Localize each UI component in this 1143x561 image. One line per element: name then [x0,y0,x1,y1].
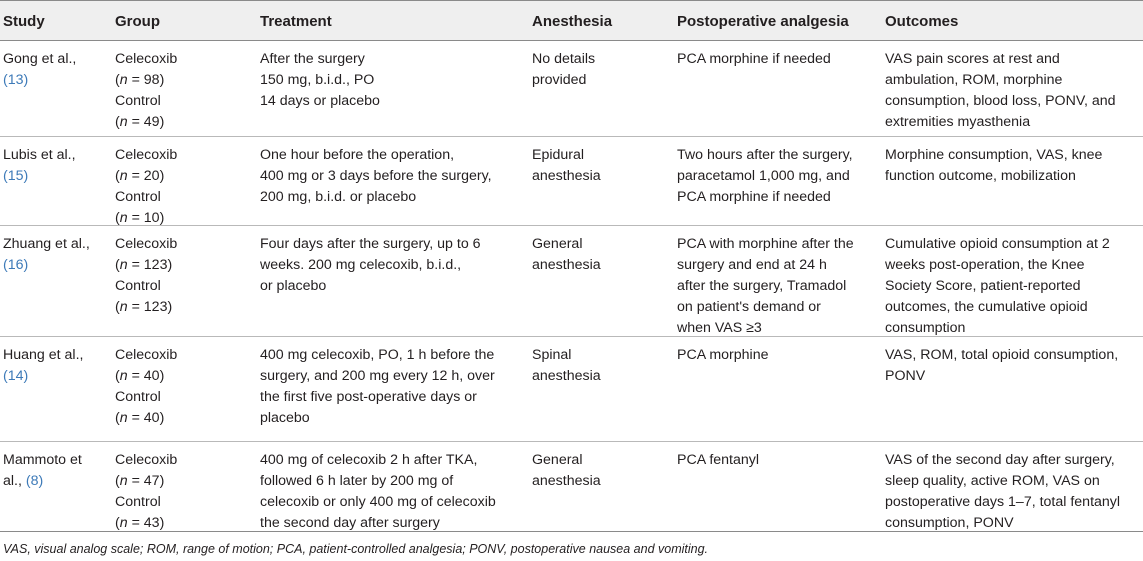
cell-line: 14 days or placebo [260,93,380,109]
cell-line: Epidural [532,147,585,163]
cell-group [115,450,255,534]
cell-anesthesia [532,450,672,492]
cell-line: Four days after the surgery, up to 6 [260,236,481,252]
cell-line: Two hours after the surgery, [677,147,853,163]
cell-line: One hour before the operation, [260,147,455,163]
cell-line: extremities myasthenia [885,114,1031,130]
cell-treatment [260,49,528,112]
cell-line: 150 mg, b.i.d., PO [260,72,375,88]
cell-line: function outcome, mobilization [885,168,1076,184]
header-anesthesia: Anesthesia [532,13,613,30]
cell-line: anesthesia [532,168,601,184]
cell-line: consumption [885,320,966,336]
cell-line: (15) [3,168,29,184]
cell-anesthesia [532,234,672,276]
cell-line: weeks post-operation, the Knee [885,257,1085,273]
cell-line: provided [532,72,587,88]
header-study: Study [3,13,45,30]
table-bottom-rule [0,531,1143,532]
table-row [0,41,1143,137]
cell-group [115,234,255,318]
cell-line: 400 mg celecoxib, PO, 1 h before the [260,347,495,363]
cell-line: Control [115,278,161,294]
cell-anesthesia [532,345,672,387]
cell-line: Celecoxib [115,347,178,363]
table-row [0,442,1143,536]
cell-line: VAS, ROM, total opioid consumption, [885,347,1119,363]
cell-line: Zhuang et al., [3,236,90,252]
cell-anesthesia [532,145,672,187]
cell-treatment [260,345,528,429]
cell-line: Gong et al., [3,51,77,67]
cell-line: anesthesia [532,368,601,384]
cell-study [3,450,111,492]
cell-line: surgery, and 200 mg every 12 h, over [260,368,495,384]
cell-line: al., (8) [3,473,44,489]
cell-line: Spinal [532,347,572,363]
cell-line: (16) [3,257,29,273]
cell-line: (n = 123) [115,257,173,273]
header-postoperative-analgesia: Postoperative analgesia [677,13,849,30]
cell-outcomes [885,345,1140,387]
cell-line: VAS of the second day after surgery, [885,452,1115,468]
cell-line: (n = 49) [115,114,165,130]
cell-line: Celecoxib [115,452,178,468]
cell-line: Huang et al., [3,347,84,363]
cell-line: (13) [3,72,29,88]
cell-line: (n = 10) [115,210,165,226]
cell-line: consumption, PONV [885,515,1014,531]
cell-line: Control [115,189,161,205]
cell-postoperative-analgesia [677,345,882,366]
cell-line: celecoxib or only 400 mg of celecoxib [260,494,496,510]
cell-line: weeks. 200 mg celecoxib, b.i.d., [260,257,462,273]
cell-line: Lubis et al., [3,147,76,163]
cell-treatment [260,234,528,297]
cell-line: PCA fentanyl [677,452,760,468]
cell-line: (n = 47) [115,473,165,489]
cell-line: Control [115,93,161,109]
cell-line: After the surgery [260,51,365,67]
cell-line: the second day after surgery [260,515,440,531]
cell-line: ambulation, ROM, morphine [885,72,1063,88]
cell-outcomes [885,450,1140,534]
cell-line: (n = 43) [115,515,165,531]
table-row [0,226,1143,337]
cell-study [3,345,111,387]
cell-line: 400 mg or 3 days before the surgery, [260,168,492,184]
cell-outcomes [885,234,1140,339]
cell-treatment [260,145,528,208]
header-group: Group [115,13,160,30]
cell-line: (n = 123) [115,299,173,315]
cell-line: followed 6 h later by 200 mg of [260,473,454,489]
cell-line: General [532,236,583,252]
cell-line: paracetamol 1,000 mg, and [677,168,850,184]
cell-outcomes [885,49,1140,133]
cell-study [3,145,111,187]
cell-line: Celecoxib [115,51,178,67]
cell-line: 200 mg, b.i.d. or placebo [260,189,417,205]
cell-line: anesthesia [532,473,601,489]
cell-line: General [532,452,583,468]
cell-line: on patient's demand or [677,299,821,315]
cell-group [115,145,255,229]
table-row [0,137,1143,226]
cell-line: (n = 98) [115,72,165,88]
cell-outcomes [885,145,1140,187]
cell-line: anesthesia [532,257,601,273]
cell-study [3,234,111,276]
cell-postoperative-analgesia [677,450,882,471]
table-footnote: VAS, visual analog scale; ROM, range of motion; PCA, patient-controlled analgesia; PONV, postoperative nausea and vomiting. [3,542,709,556]
cell-line: Mammoto et [3,452,82,468]
cell-postoperative-analgesia [677,49,882,70]
cell-group [115,345,255,429]
cell-line: after the surgery, Tramadol [677,278,847,294]
cell-line: outcomes, the cumulative opioid [885,299,1088,315]
cell-line: Morphine consumption, VAS, knee [885,147,1103,163]
cell-line: the first five post-operative days or [260,389,477,405]
cell-line: Celecoxib [115,236,178,252]
cell-line: placebo [260,410,310,426]
cell-line: (n = 20) [115,168,165,184]
cell-line: PCA with morphine after the [677,236,854,252]
cell-line: Celecoxib [115,147,178,163]
cell-line: 400 mg of celecoxib 2 h after TKA, [260,452,478,468]
cell-line: Control [115,494,161,510]
cell-line: Control [115,389,161,405]
cell-line: No details [532,51,596,67]
cell-line: PONV [885,368,926,384]
cell-line: (14) [3,368,29,384]
cell-line: or placebo [260,278,327,294]
cell-line: sleep quality, active ROM, VAS on [885,473,1100,489]
cell-line: postoperative days 1–7, total fentanyl [885,494,1121,510]
header-treatment: Treatment [260,13,332,30]
cell-line: Society Score, patient-reported [885,278,1081,294]
cell-line: (n = 40) [115,368,165,384]
cell-line: Cumulative opioid consumption at 2 [885,236,1110,252]
cell-anesthesia [532,49,672,91]
cell-study [3,49,111,91]
table-row [0,337,1143,442]
cell-line: PCA morphine if needed [677,51,831,67]
cell-line: surgery and end at 24 h [677,257,827,273]
cell-line: VAS pain scores at rest and [885,51,1060,67]
cell-line: when VAS ≥3 [677,320,762,336]
cell-postoperative-analgesia [677,145,882,208]
cell-line: PCA morphine if needed [677,189,831,205]
cell-postoperative-analgesia [677,234,882,339]
cell-treatment [260,450,528,534]
cell-line: (n = 40) [115,410,165,426]
cell-line: PCA morphine [677,347,769,363]
cell-line: consumption, blood loss, PONV, and [885,93,1116,109]
table-header-row [0,0,1143,41]
header-outcomes: Outcomes [885,13,959,30]
cell-group [115,49,255,133]
